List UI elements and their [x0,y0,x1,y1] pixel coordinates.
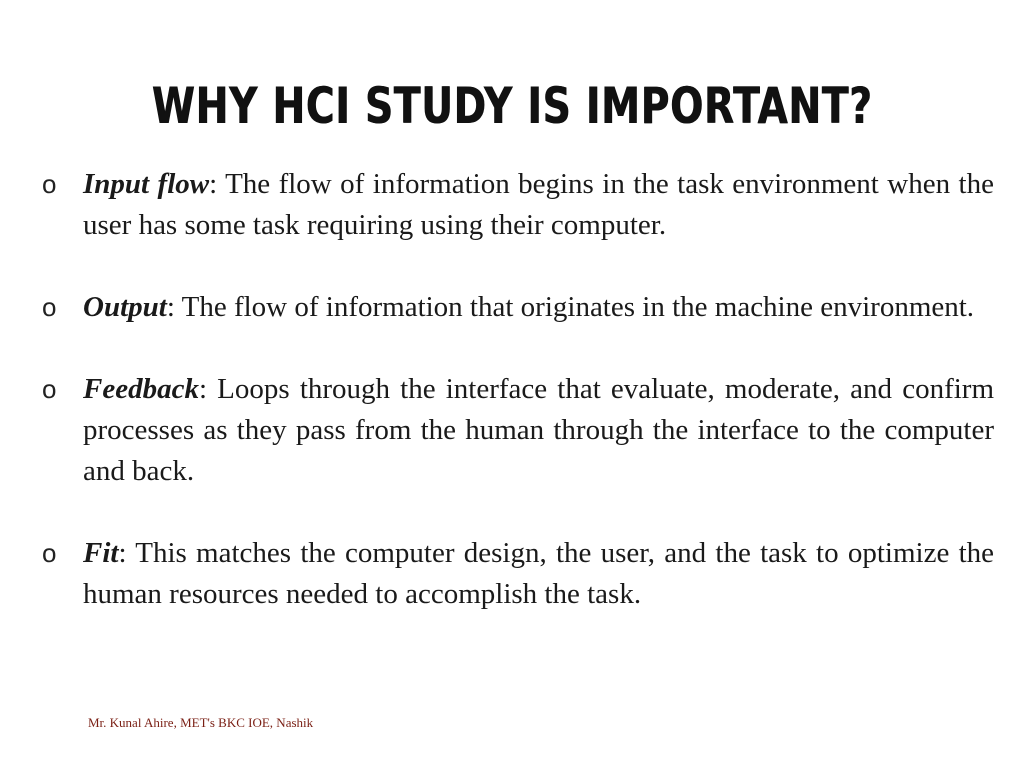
bullet-text: Loops through the interface that evaluate, moderate, and confirm processes as they pass from the human through the interface to the computer and back. [83,373,994,487]
bullet-separator: : [118,537,127,569]
bullet-separator: : [198,373,208,405]
bullet-separator: : [209,168,218,200]
circle-bullet-icon: o [42,169,57,199]
bullet-list [42,164,994,656]
bullet-fit [42,533,994,615]
bullet-feedback [42,369,994,492]
bullet-term: Output [83,291,167,323]
bullet-text: This matches the computer design, the user, and the task to optimize the human resources needed to accomplish the task. [83,537,994,610]
circle-bullet-icon: o [42,374,57,404]
slide-title: WHY HCI STUDY IS IMPORTANT? [151,77,873,135]
bullet-term: Input flow [83,168,210,200]
bullet-separator: : [166,291,175,323]
bullet-text: The flow of information begins in the task environment when the user has some task requiring using their computer. [83,168,994,241]
bullet-output [42,287,994,328]
circle-bullet-icon: o [42,538,57,568]
slide-footer: Mr. Kunal Ahire, MET's BKC IOE, Nashik [88,715,314,730]
bullet-text: The flow of information that originates in the machine environment. [174,291,975,323]
bullet-term: Fit [83,537,119,569]
bullet-term: Feedback [83,373,199,405]
circle-bullet-icon: o [42,292,57,322]
bullet-input-flow [42,164,994,246]
